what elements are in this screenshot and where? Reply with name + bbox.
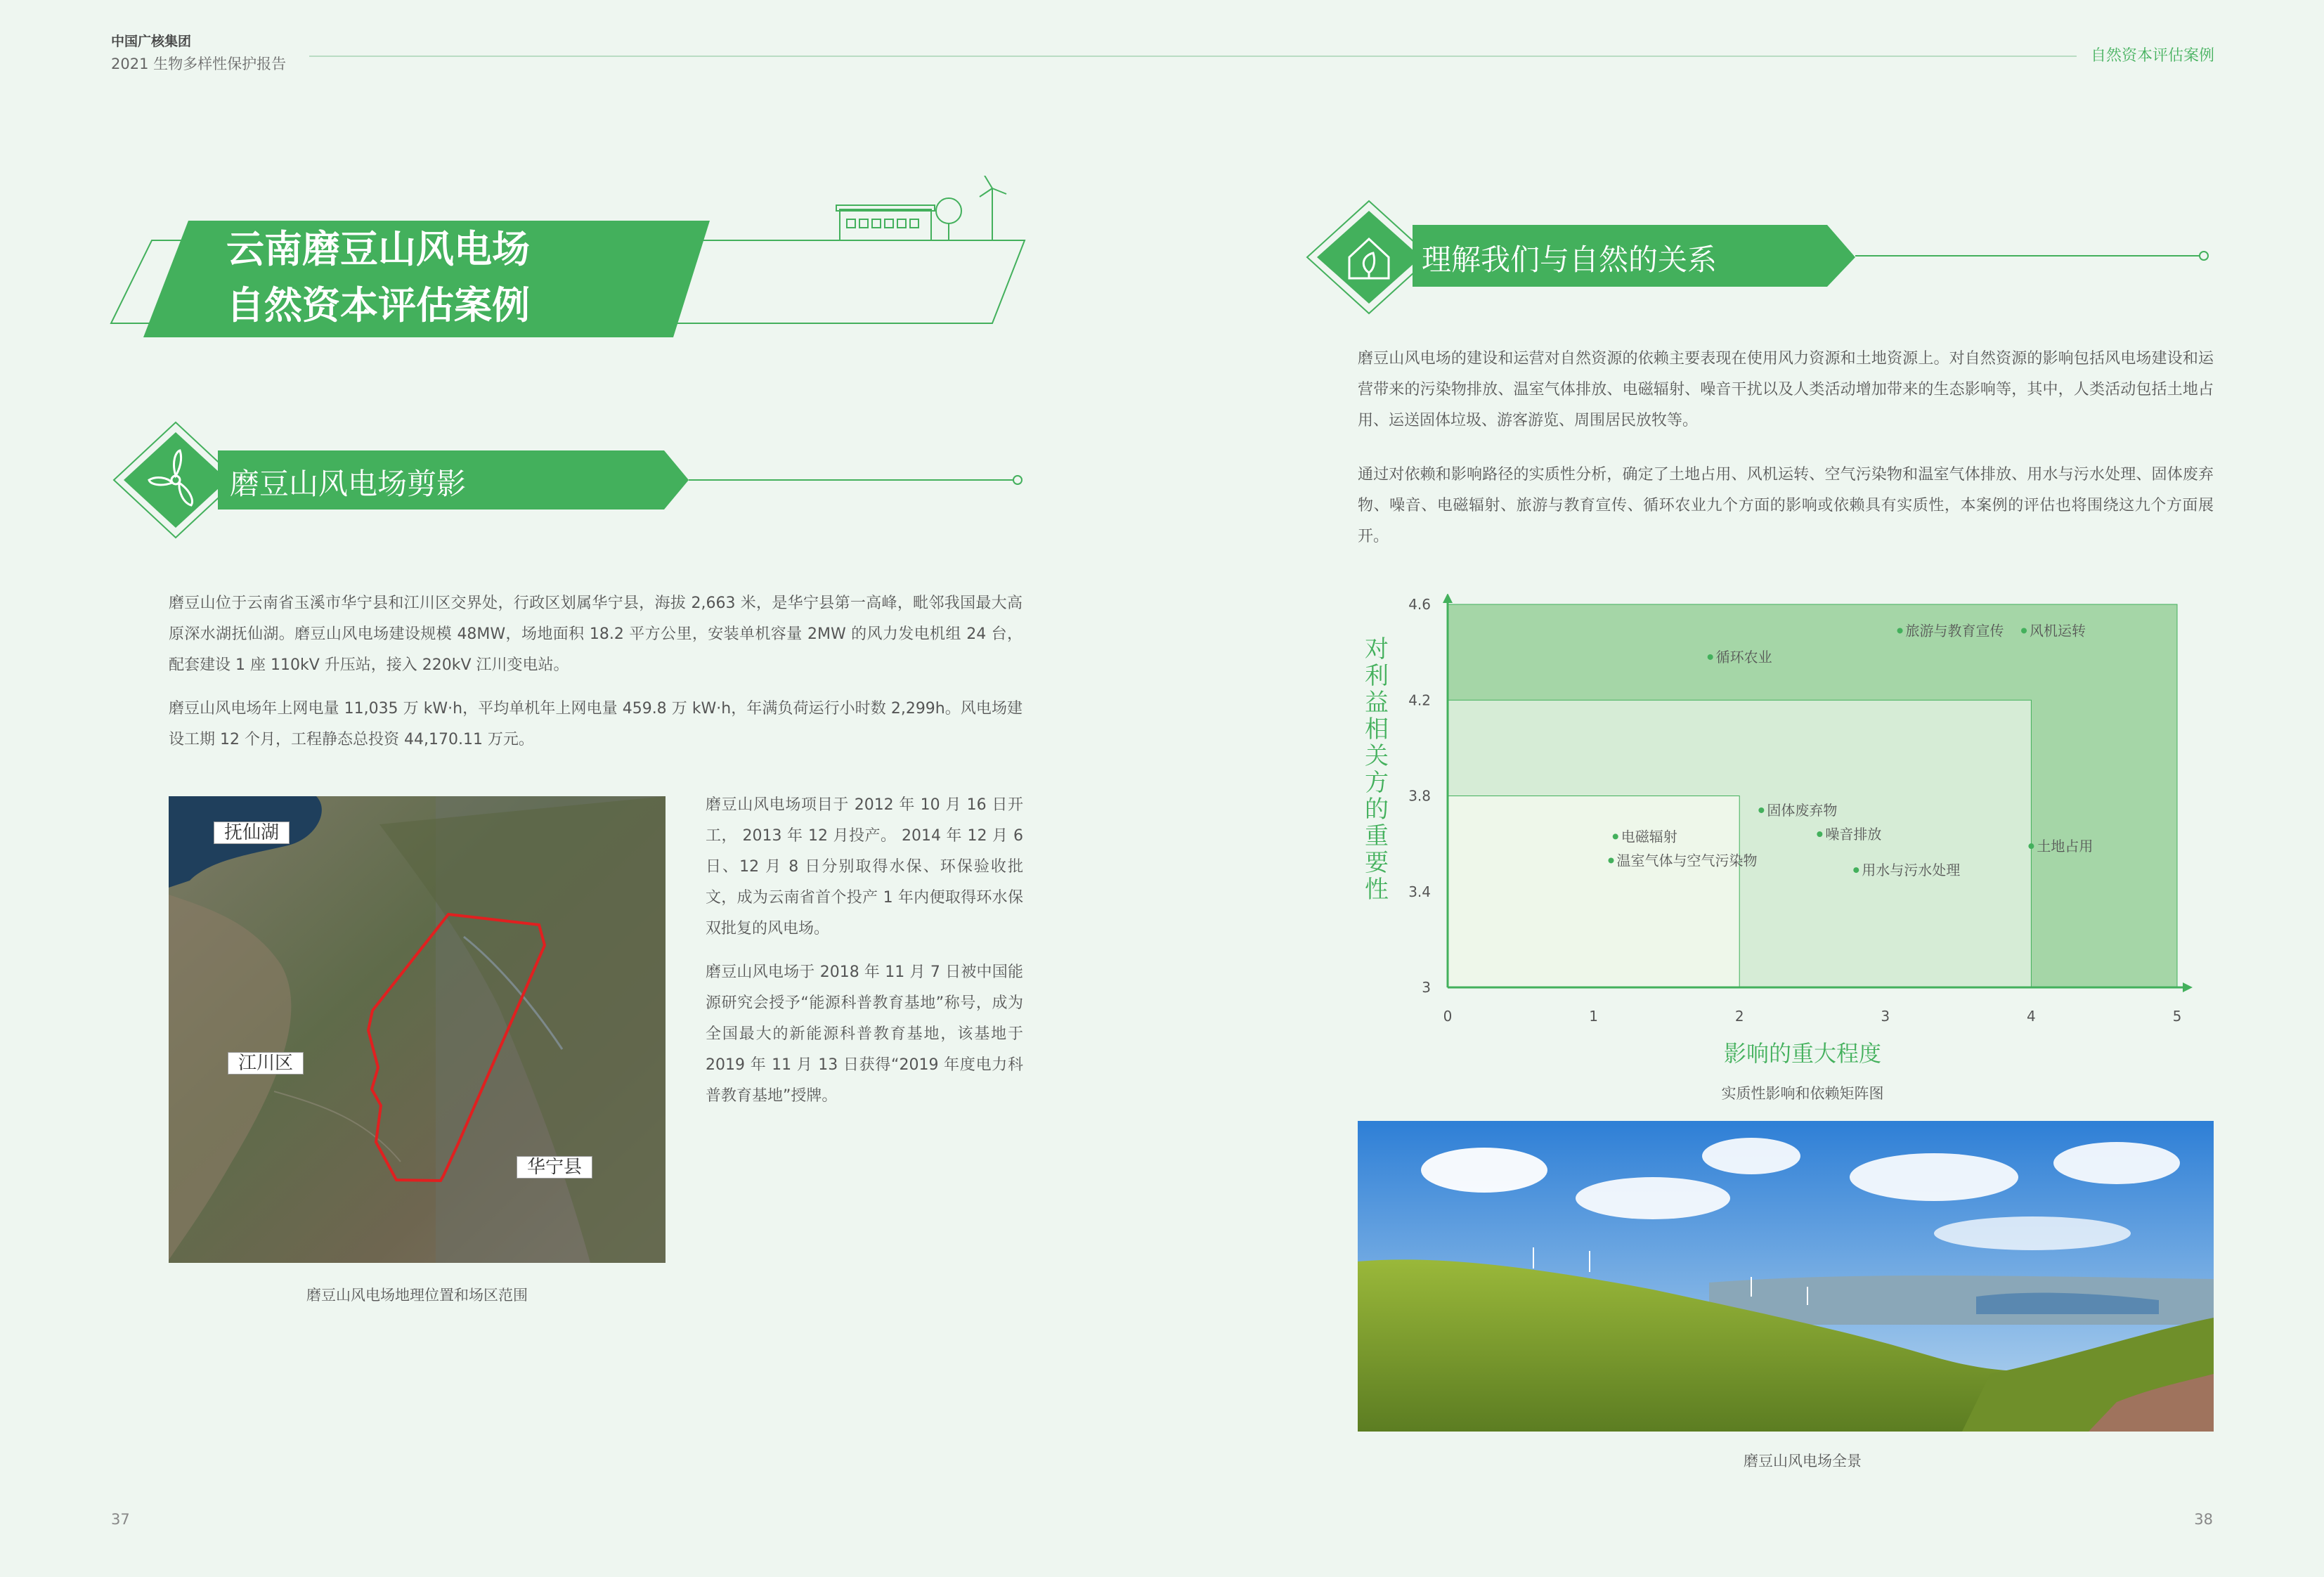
chart-y-axis-label	[1365, 636, 1389, 903]
y-axis-label-char: 重	[1365, 822, 1389, 850]
x-tick-label: 3	[1881, 1008, 1890, 1025]
x-tick-label: 2	[1734, 1008, 1744, 1025]
y-tick-label: 3.4	[1408, 883, 1431, 900]
map-label-county: 华宁县	[517, 1156, 592, 1179]
matrix-point	[1609, 857, 1614, 863]
y-tick-label: 4.6	[1408, 596, 1431, 613]
y-axis-label-char: 相	[1365, 715, 1389, 744]
page-number-left: 37	[111, 1511, 130, 1528]
header-report-title: 2021 生物多样性保护报告	[111, 56, 287, 72]
wind-turbine-icon	[980, 176, 1006, 240]
y-axis-label-char: 利	[1365, 662, 1389, 690]
header-divider	[309, 56, 2077, 57]
building-icon	[836, 205, 935, 240]
y-axis-label-char: 对	[1365, 635, 1389, 663]
satellite-map	[169, 796, 666, 1263]
matrix-point-label: 循环农业	[1715, 648, 1772, 666]
y-axis-label-char: 要	[1365, 849, 1389, 877]
x-tick-label: 5	[2172, 1008, 2182, 1025]
tree-icon	[936, 198, 961, 240]
wind-farm-panorama-photo	[1358, 1121, 2214, 1432]
y-axis-label-char: 性	[1365, 876, 1389, 904]
page-title-line2: 自然资本评估案例	[226, 283, 530, 327]
y-tick-label: 4.2	[1408, 692, 1431, 709]
matrix-zone-3	[1448, 796, 1739, 988]
matrix-point-label: 土地占用	[2037, 838, 2093, 855]
matrix-point-label: 用水与污水处理	[1862, 862, 1961, 879]
y-axis-label-char: 的	[1365, 796, 1389, 824]
panorama-graphic	[1358, 1121, 2214, 1432]
matrix-point	[1817, 831, 1822, 837]
matrix-point-label: 固体废弃物	[1767, 801, 1838, 819]
satellite-map-graphic	[169, 796, 666, 1263]
matrix-point-label: 噪音排放	[1825, 826, 1882, 843]
page-title-line1: 云南磨豆山风电场	[226, 227, 530, 271]
matrix-point	[1613, 833, 1618, 839]
intro-paragraph-2: 磨豆山风电场年上网电量 11,035 万 kW·h，平均单机年上网电量 459.8 万 kW·h，年满负荷运行小时数 2,299h。风电场建设工期 12 个月，工程静态总投资 44,170.11 万元。	[169, 700, 1023, 748]
page-number-right: 38	[2194, 1511, 2213, 1528]
side-paragraph-2: 磨豆山风电场于 2018 年 11 月 7 日被中国能源研究会授予“能源科普教育基地”称号，成为全国最大的新能源科普教育基地，该基地于 2019 年 11 月 13 日获得“2019 年度电力科普教育基地”授牌。	[706, 963, 1023, 1105]
x-axis-arrow	[2183, 982, 2193, 992]
matrix-point-label: 风机运转	[2030, 622, 2086, 640]
y-tick-label: 3	[1422, 979, 1431, 996]
photo-caption: 磨豆山风电场全景	[1744, 1453, 1862, 1469]
chart-caption: 实质性影响和依赖矩阵图	[1721, 1085, 1884, 1102]
y-axis-label-char: 关	[1365, 742, 1389, 770]
matrix-point-label: 温室气体与空气污染物	[1616, 852, 1758, 869]
header-section-label: 自然资本评估案例	[2090, 47, 2214, 65]
x-tick-label: 0	[1443, 1008, 1453, 1025]
matrix-point	[1897, 628, 1903, 633]
matrix-point-label: 旅游与教育宣传	[1905, 622, 2004, 640]
intro-paragraph-1: 磨豆山位于云南省玉溪市华宁县和江川区交界处，行政区划属华宁县，海拔 2,663 米，是华宁县第一高峰，毗邻我国最大高原深水湖抚仙湖。磨豆山风电场建设规模 48MW，场地面积 18.2 平方公里，安装单机容量 2MW 的风力发电机组 24 台，配套建设 1 座 110kV 升压站，接入 220kV 江川变电站。	[169, 595, 1023, 674]
map-caption: 磨豆山风电场地理位置和场区范围	[306, 1287, 528, 1304]
matrix-point	[1708, 654, 1713, 660]
matrix-point	[1758, 807, 1764, 813]
y-tick-label: 3.8	[1408, 787, 1431, 805]
side-paragraph-1: 磨豆山风电场项目于 2012 年 10 月 16 日开工， 2013 年 12 月投产。 2014 年 12 月 6 日、12 月 8 日分别取得水保、环保验收批文，成为云南省首个投产 1 年内便取得环水保双批复的风电场。	[706, 796, 1023, 937]
matrix-point-label: 电磁辐射	[1621, 828, 1677, 845]
matrix-point	[2021, 628, 2027, 633]
y-axis-arrow	[1443, 594, 1453, 603]
header-org: 中国广核集团	[111, 34, 192, 49]
matrix-point	[2028, 843, 2034, 849]
x-tick-label: 4	[2027, 1008, 2036, 1025]
y-axis-label-char: 益	[1365, 689, 1389, 717]
section-heading-left: 磨豆山风电场剪影	[230, 467, 467, 501]
chart-x-axis-label: 影响的重大程度	[1723, 1040, 1881, 1067]
y-axis-label-char: 方	[1365, 769, 1389, 797]
section-heading-right: 理解我们与自然的关系	[1422, 242, 1718, 277]
relation-paragraph-1: 磨豆山风电场的建设和运营对自然资源的依赖主要表现在使用风力资源和土地资源上。对自然资源的影响包括风电场建设和运营带来的污染物排放、温室气体排放、电磁辐射、噪音干扰以及人类活动增加带来的生态影响等，其中，人类活动包括土地占用、运送固体垃圾、游客游览、周围居民放牧等。	[1358, 350, 2214, 429]
map-label-lake: 抚仙湖	[214, 822, 290, 844]
map-label-district: 江川区	[228, 1052, 304, 1075]
matrix-point	[1853, 867, 1859, 873]
x-tick-label: 1	[1589, 1008, 1598, 1025]
relation-paragraph-2: 通过对依赖和影响路径的实质性分析，确定了土地占用、风机运转、空气污染物和温室气体排放、用水与污水处理、固体废弃物、噪音、电磁辐射、旅游与教育宣传、循环农业九个方面的影响或依赖具有实质性，本案例的评估也将围绕这九个方面展开。	[1358, 466, 2214, 545]
